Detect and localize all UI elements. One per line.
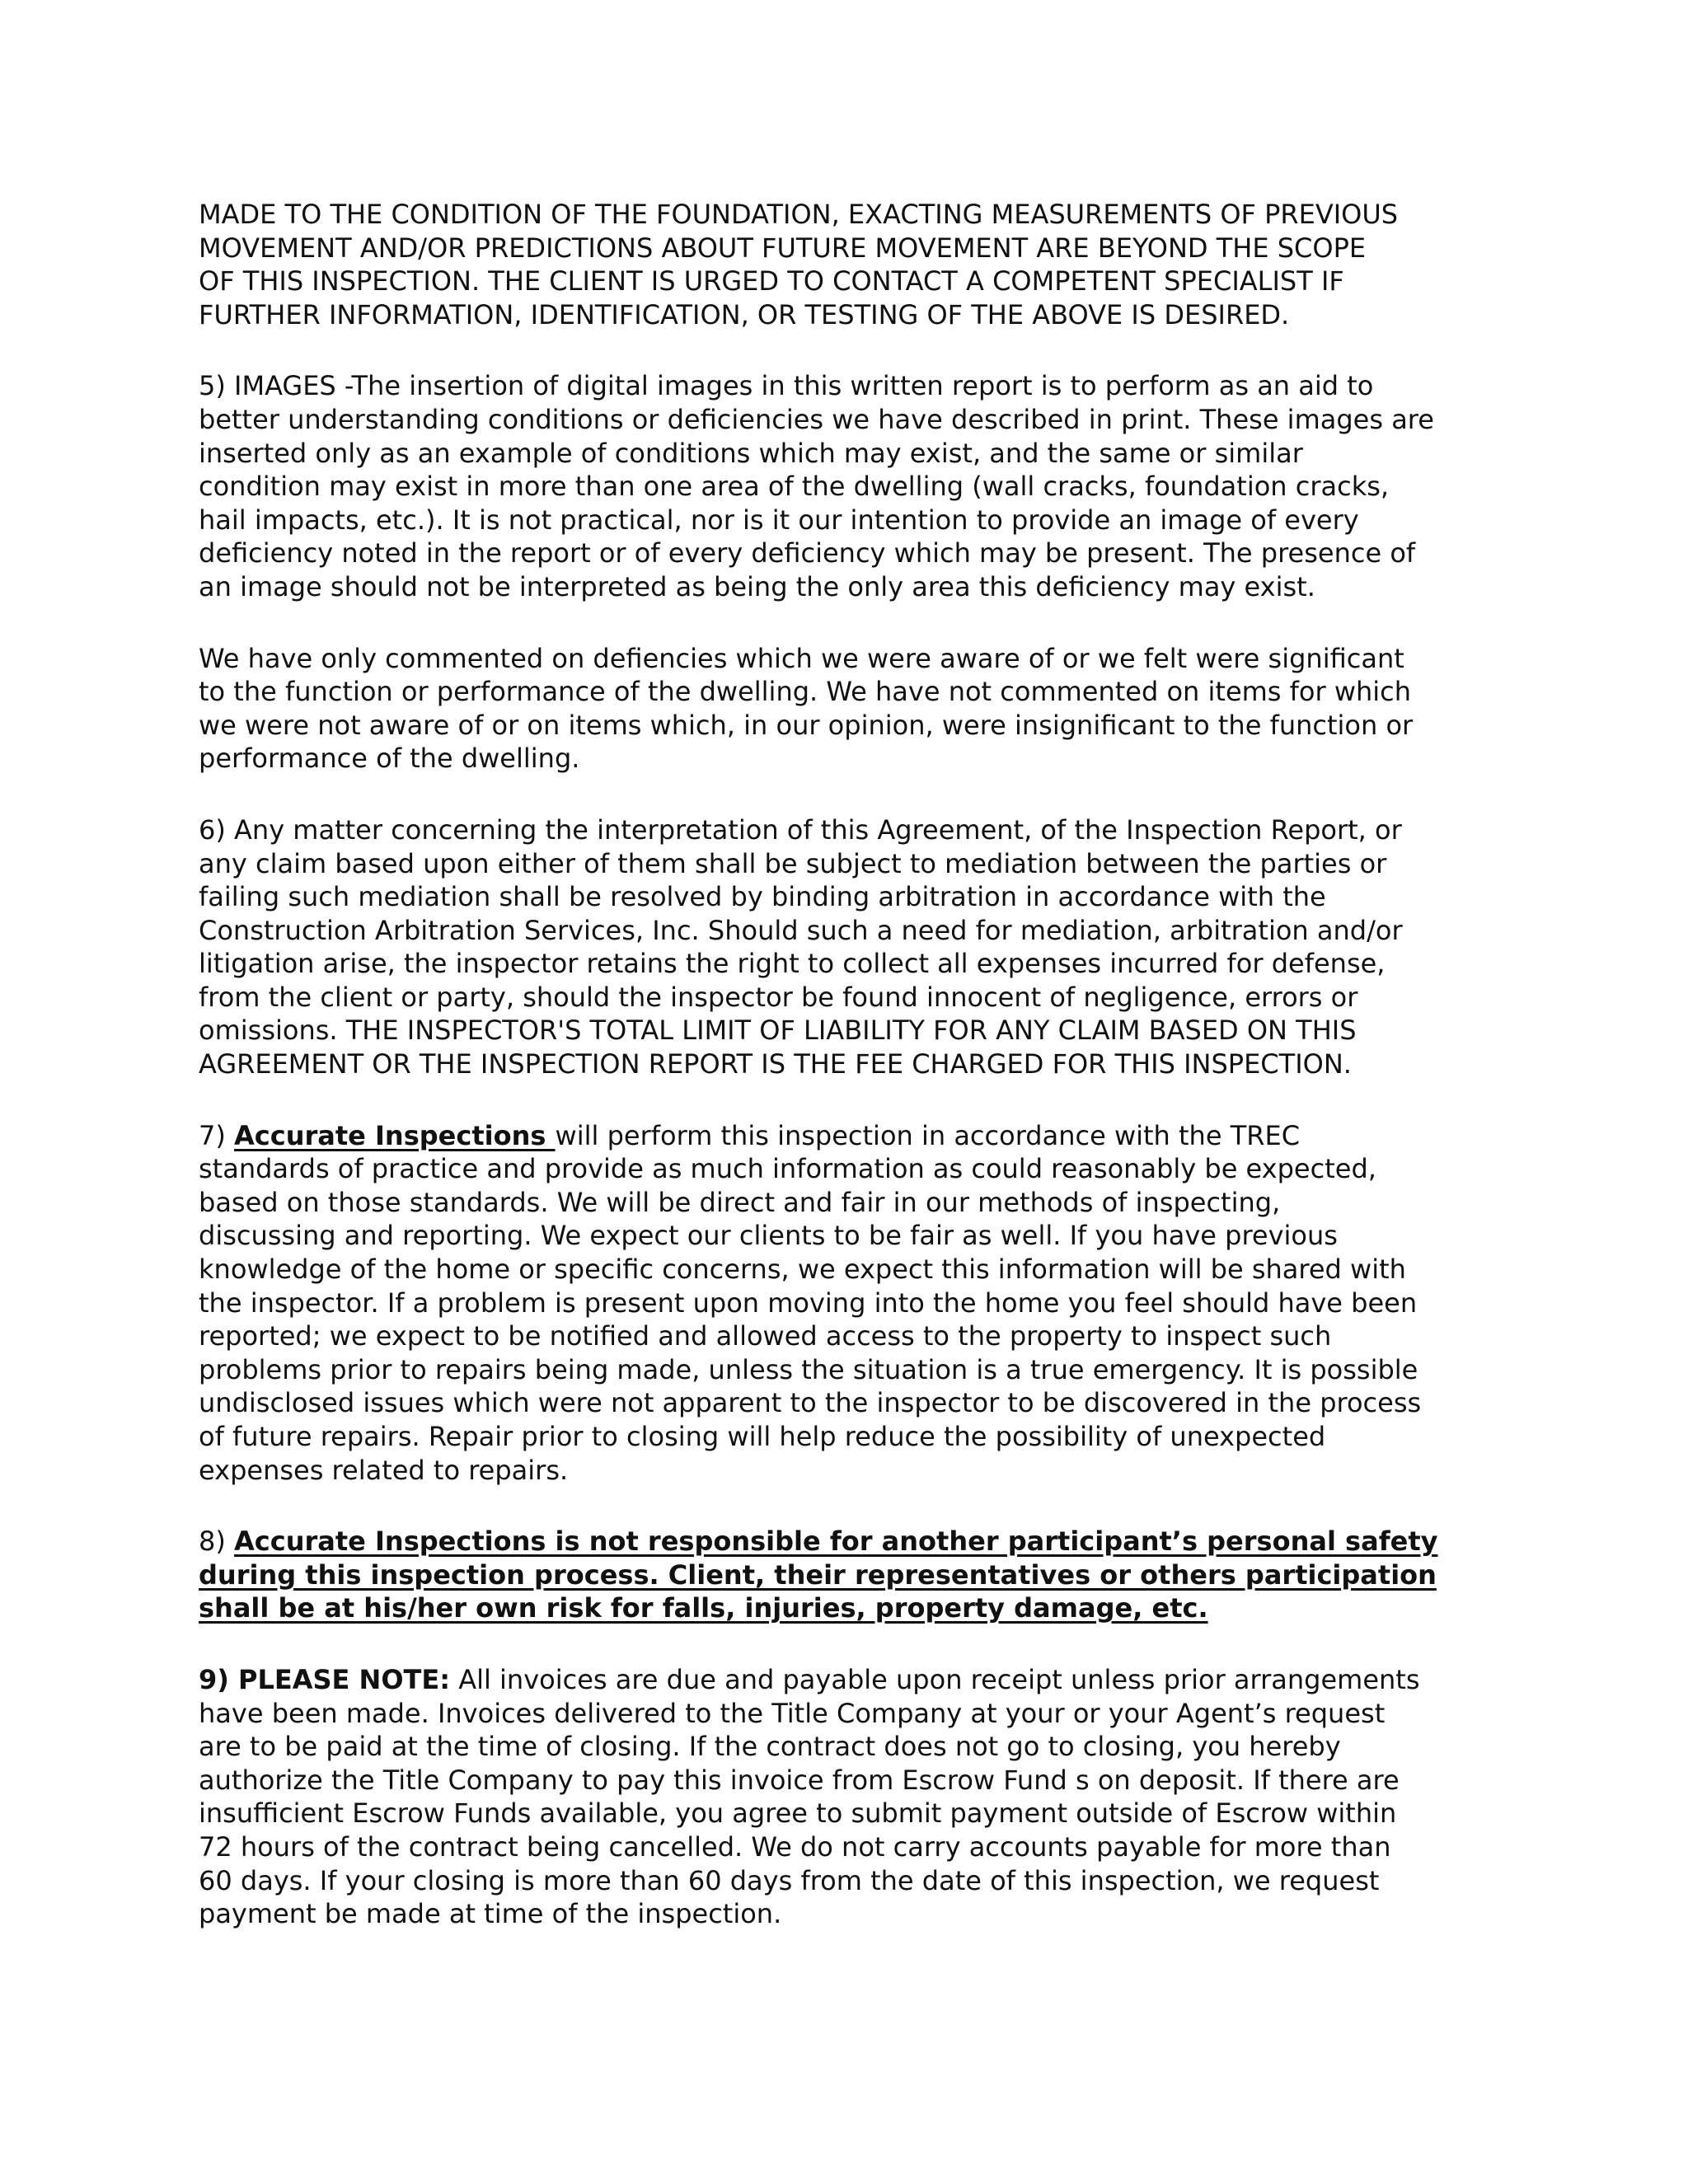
document-page <box>199 198 1501 1931</box>
payment-note-paragraph <box>199 1663 1501 1931</box>
payment-note-text: All invoices are due and payable upon receipt unless prior arrangements have been made. Invoices delivered to the Title Company at your or your Agent’s request are to be paid at the time of closing. If the contract does not go to closing, you hereby authorize the Title Company to pay this invoice from Escrow Fund s on deposit. If there are insufficient Escrow Funds available, you agree to submit payment outside of Escrow within 72 hours of the contract being cancelled. We do not carry accounts payable for more than 60 days. If your closing is more than 60 days from the date of this inspection, we request payment be made at time of the inspection. <box>199 1663 1420 1930</box>
arbitration-clause-paragraph: 6) Any matter concerning the interpretation of this Agreement, of the Inspection Report, or any claim based upon either of them shall be subject to mediation between the parties or failing such mediation shall be resolved by binding arbitration in accordance with the Construction Arbitration Services, Inc. Should such a need for mediation, arbitration and/or litigation arise, the inspector retains the right to collect all expenses incurred for defense, from the client or party, should the inspector be found innocent of negligence, errors or omissions. THE INSPECTOR'S TOTAL LIMIT OF LIABILITY FOR ANY CLAIM BASED ON THIS AGREEMENT OR THE INSPECTION REPORT IS THE FEE CHARGED FOR THIS INSPECTION. <box>199 813 1403 1080</box>
safety-disclaimer-text: Accurate Inspections is not responsible for another participant’s personal safety during this inspection process. Client, their representatives or others participation shall be at his/her own risk for falls, injuries, property damage, etc. <box>199 1526 1438 1624</box>
inspection-standards-paragraph <box>199 1119 1501 1488</box>
please-note-label: 9) PLEASE NOTE: <box>199 1663 451 1695</box>
company-name: Accurate Inspections <box>234 1119 556 1151</box>
foundation-disclaimer-paragraph: MADE TO THE CONDITION OF THE FOUNDATION, EXACTING MEASUREMENTS OF PREVIOUS MOVEMENT AND/OR PREDICTIONS ABOUT FUTURE MOVEMENT ARE BEYOND THE SCOPE OF THIS INSPECTION. THE CLIENT IS URGED TO CONTACT A COMPETENT SPECIALIST IF FURTHER INFORMATION, IDENTIFICATION, OR TESTING OF THE ABOVE IS DESIRED. <box>199 199 1399 330</box>
standards-text: will perform this inspection in accordance with the TREC standards of practice and provide as much information as could reasonably be expected, based on those standards. We will be direct and fair in our methods of inspecting, discussing and reporting. We expect our clients to be fair as well. If you have previous knowledge of the home or specific concerns, we expect this information will be shared with the inspector. If a problem is present upon moving into the home you feel should have been reported; we expect to be notified and allowed access to the property to inspect such problems prior to repairs being made, unless the situation is a true emergency. It is possible undisclosed issues which were not apparent to the inspector to be discovered in the process of future repairs. Repair prior to closing will help reduce the possibility of unexpected expenses related to repairs. <box>199 1119 1422 1486</box>
safety-disclaimer-paragraph <box>199 1525 1501 1625</box>
images-clause-paragraph: 5) IMAGES -The insertion of digital images in this written report is to perform as an aid to better understanding conditions or deficiencies we have described in print. These images are inserted only as an example of conditions which may exist, and the same or similar condition may exist in more than one area of the dwelling (wall cracks, foundation cracks, hail impacts, etc.). It is not practical, nor is it our intention to provide an image of every deficiency noted in the report or of every deficiency which may be present. The presence of an image should not be interpreted as being the only area this deficiency may exist. <box>199 370 1434 602</box>
clause-number-8: 8) <box>199 1526 235 1558</box>
clause-number-7: 7) <box>199 1119 235 1151</box>
deficiency-comments-paragraph: We have only commented on defiencies which we were aware of or we felt were significant to the function or performance of the dwelling. We have not commented on items for which we were not aware of or on items which, in our opinion, were insignificant to the function or performance of the dwelling. <box>199 642 1414 775</box>
